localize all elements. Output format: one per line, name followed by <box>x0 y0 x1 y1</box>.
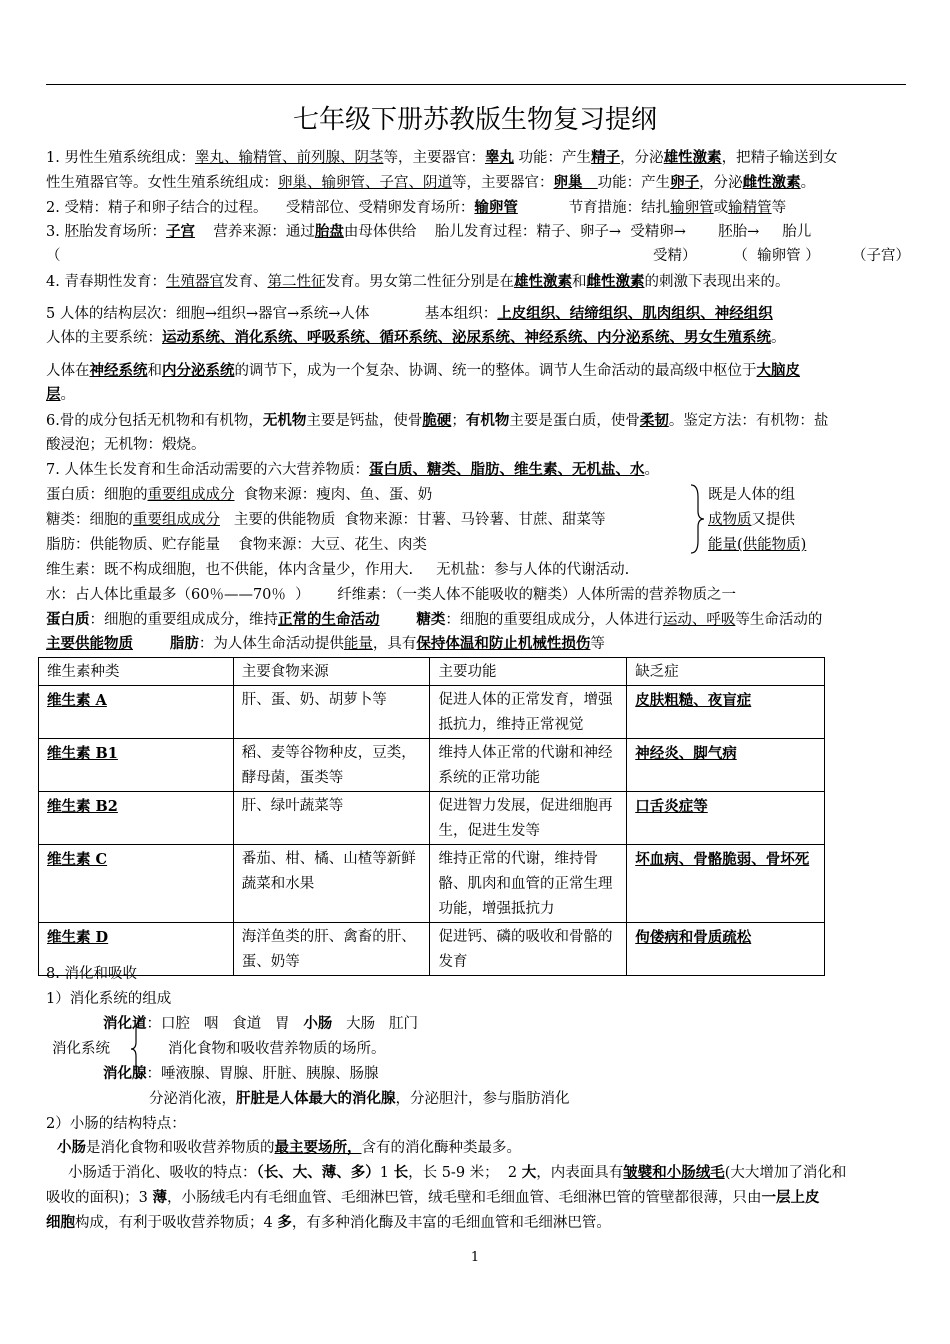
line-31: 细胞构成，有利于吸收营养物质；4 多，有多种消化酶及丰富的毛细血管和毛细淋巴管。 <box>46 1214 611 1231</box>
line-21: 8. 消化和吸收 <box>46 966 137 982</box>
digestive-system-label: 消化系统 <box>52 1041 110 1057</box>
line-27: 2）小肠的结构特点： <box>46 1116 186 1132</box>
line-5: （ <box>46 248 61 264</box>
line-30: 吸收的面积)；3 薄，小肠绒毛内有毛细血管、毛细淋巴管，绒毛壁和毛细血管、毛细淋巴管的管壁都很薄，只由一层上皮 <box>46 1189 820 1206</box>
table-cell: 稻、麦等谷物种皮，豆类，酵母菌，蛋类等 <box>233 739 430 792</box>
line-7: 5 人体的结构层次：细胞→组织→器官→系统→人体 基本组织：上皮组织、结缔组织、肌肉组织、神经组织 <box>46 305 773 322</box>
table-header: 主要功能 <box>430 658 627 686</box>
table-cell: 坏血病、骨骼脆弱、骨坏死 <box>627 845 825 923</box>
line-13: 7. 人体生长发育和生命活动需要的六大营养物质：蛋白质、糖类、脂肪、维生素、无机盐、水。 <box>46 461 659 478</box>
line-23: 消化道：口腔 咽 食道 胃 小肠 大肠 肛门 <box>103 1015 418 1032</box>
line-10: 层。 <box>46 386 75 403</box>
table-cell: 促进钙、磷的吸收和骨骼的发育 <box>430 923 627 976</box>
table-cell: 番茄、柑、橘、山楂等新鲜蔬菜和水果 <box>233 845 430 923</box>
table-header: 主要食物来源 <box>233 658 430 686</box>
table-header: 缺乏症 <box>627 658 825 686</box>
line-28: 小肠是消化食物和吸收营养物质的最主要场所，含有的消化酶种类最多。 <box>57 1139 521 1156</box>
table-cell: 维生素 D <box>39 923 234 976</box>
table-cell: 维生素 B1 <box>39 739 234 792</box>
header-rule <box>46 84 906 85</box>
line-17: 维生素：既不构成细胞，也不供能，体内含量少，作用大. 无机盐：参与人体的代谢活动. <box>46 562 630 578</box>
table-header: 维生素种类 <box>39 658 234 686</box>
line-1: 1. 男性生殖系统组成：睾丸、输精管、前列腺、阴茎等，主要器官：睾丸 功能：产生精子，分泌雄性激素，把精子输送到女 <box>46 149 838 166</box>
line-19: 蛋白质：细胞的重要组成成分，维持正常的生命活动 糖类：细胞的重要组成成分，人体进行运动、呼吸等生命活动的 <box>46 611 823 628</box>
table-row <box>39 845 825 923</box>
table-cell: 维持正常的代谢，维持骨骼、肌肉和血管的正常生理功能，增强抵抗力 <box>430 845 627 923</box>
line-22: 1）消化系统的组成 <box>46 991 172 1007</box>
page-number: 1 <box>470 1250 480 1265</box>
table-cell: 维持人体正常的代谢和神经系统的正常功能 <box>430 739 627 792</box>
table-cell: 肝、绿叶蔬菜等 <box>233 792 430 845</box>
line-3: 2. 受精：精子和卵子结合的过程。 受精部位、受精卵发育场所：输卵管 节育措施：结扎输卵管或输精管等 <box>46 199 787 216</box>
table-cell: 维生素 B2 <box>39 792 234 845</box>
line-14: 蛋白质：细胞的重要组成成分 食物来源：瘦肉、鱼、蛋、奶 <box>46 487 433 503</box>
table-cell: 海洋鱼类的肝、禽畜的肝、蛋、奶等 <box>233 923 430 976</box>
table-cell: 维生素 C <box>39 845 234 923</box>
page-title: 七年级下册苏教版生物复习提纲 <box>292 105 657 135</box>
table-row <box>39 739 825 792</box>
table-header-row <box>39 658 825 686</box>
table-cell: 促进人体的正常发育，增强抵抗力，维持正常视觉 <box>430 686 627 739</box>
nutrient-note-2: 成物质又提供 <box>708 512 795 528</box>
line-29: 小肠适于消化、吸收的特点：（长、大、薄、多）1 长，长 5-9 米； 2 大，内表面具有皱襞和小肠绒毛(大大增加了消化和 <box>68 1164 847 1181</box>
line-11: 6.骨的成分包括无机物和有机物，无机物主要是钙盐，使骨脆硬；有机物主要是蛋白质，使骨柔韧。鉴定方法：有机物：盐 <box>46 412 829 429</box>
table-row <box>39 792 825 845</box>
line-5-labels: 受精） （ 输卵管 ） （子宫） <box>653 248 910 264</box>
nutrient-note-3: 能量(供能物质) <box>708 537 807 553</box>
line-26: 分泌消化液，肝脏是人体最大的消化腺，分泌胆汁，参与脂肪消化 <box>149 1090 570 1107</box>
table-cell: 维生素 A <box>39 686 234 739</box>
table-cell: 促进智力发展，促进细胞再生，促进生发等 <box>430 792 627 845</box>
nutrient-note-1: 既是人体的组 <box>708 487 795 503</box>
line-2: 性生殖器官等。女性生殖系统组成：卵巢、输卵管、子宫、阴道等，主要器官：卵巢 功能：产生卵子，分泌雌性激素。 <box>46 174 816 191</box>
table-cell: 皮肤粗糙、夜盲症 <box>627 686 825 739</box>
line-6: 4. 青春期性发育：生殖器官发育、第二性征发育。男女第二性征分别是在雄性激素和雌性激素的刺激下表现出来的。 <box>46 273 790 290</box>
table-row <box>39 923 825 976</box>
line-20: 主要供能物质 脂肪：为人体生命活动提供能量，具有保持体温和防止机械性损伤等 <box>46 635 605 652</box>
line-12: 酸浸泡；无机物：煅烧。 <box>46 437 206 453</box>
line-16: 脂肪：供能物质、贮存能量 食物来源：大豆、花生、肉类 <box>46 537 427 553</box>
table-cell: 口舌炎症等 <box>627 792 825 845</box>
table-cell: 肝、蛋、奶、胡萝卜等 <box>233 686 430 739</box>
table-cell: 佝偻病和骨质疏松 <box>627 923 825 976</box>
right-brace-icon <box>688 483 706 555</box>
line-25: 消化腺：唾液腺、胃腺、肝脏、胰腺、肠腺 <box>103 1065 379 1082</box>
line-8: 人体的主要系统：运动系统、消化系统、呼吸系统、循环系统、泌尿系统、神经系统、内分泌系统、男女生殖系统。 <box>46 329 786 346</box>
line-4: 3. 胚胎发育场所：子宫 营养来源：通过胎盘由母体供给 胎儿发育过程：精子、卵子→ 受精卵→ 胚胎→ 胎儿 <box>46 223 812 240</box>
table-row <box>39 686 825 739</box>
line-24-desc: 消化食物和吸收营养物质的场所。 <box>168 1041 386 1057</box>
table-cell: 神经炎、脚气病 <box>627 739 825 792</box>
line-18: 水：占人体比重最多（60％——70％ ） 纤维素：（一类人体不能吸收的糖类）人体所需的营养物质之一 <box>46 587 737 603</box>
vitamin-table <box>38 657 825 976</box>
line-9: 人体在神经系统和内分泌系统的调节下，成为一个复杂、协调、统一的整体。调节人生命活动的最高级中枢位于大脑皮 <box>46 362 800 379</box>
line-15: 糖类：细胞的重要组成成分 主要的供能物质 食物来源：甘薯、马铃薯、甘蔗、甜菜等 <box>46 512 606 528</box>
